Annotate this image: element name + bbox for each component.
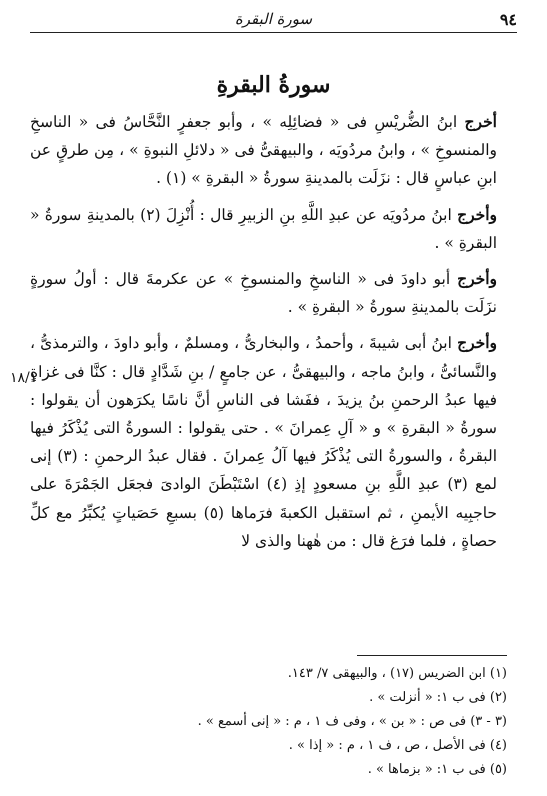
paragraph-lead: وأخرج [457,204,497,224]
paragraph [30,108,497,193]
paragraph-lead: وأخرج [457,333,497,353]
paragraph-text: ابنُ أبى شيبةَ ، وأحمدُ ، والبخارىُّ ، ومسلمٌ ، وأبو داودَ ، والترمذىُّ ، والنَّسائىُّ ، وابنُ ماجه ، والبيهقىُّ ، عن جامعٍ / بنِ شَدَّادٍ قال : كنَّا فى غزاةٍ فيها عبدُ الرحمنِ بنُ يزيدَ ، ففَشا فى الناسِ أنَّ ناسًا يكرَهون أن يقولوا : سورةُ « البقرةِ » و « آلِ عِمرانَ » . حتى يقولوا : السورةُ التى يُذْكَرُ فيها البقرةُ ، والسورةُ التى يُذْكَرُ فيها آلُ عِمرانَ . فقال عبدُ الرحمنِ : (٣) إنى لمع (٣) عبدِ اللَّهِ بنِ مسعودٍ إذِ (٤) اسْتَبْطَنَ الوادىَ فجعَل الجَمْرَةَ على حاجبِيه الأيمنِ ، ثم استقبل الكعبةَ فرَماها (٥) بسبعِ حَصَياتٍ يُكبِّرُ مع كلِّ حصاةٍ ، فلما فرَغ قال : من هٰهنا والذى لا [30,334,498,550]
margin-reference: ١٨/١ [10,370,38,386]
paragraph-text: أبو داودَ فى « الناسخِ والمنسوخِ » عن عكرمةَ قال : أولُ سورةٍ نزَلَت بالمدينةِ سورةُ « البقرةِ » . [30,270,497,317]
chapter-title: سورةُ البقرةِ [216,72,331,98]
footnotes [40,662,507,782]
paragraph [30,201,497,257]
paragraph [30,265,497,321]
paragraph-lead: أخرج [464,112,497,131]
paragraph [30,329,497,555]
running-title: سورة البقرة [234,10,313,28]
paragraph-lead: وأخرج [457,269,497,289]
footnote-divider [357,655,507,656]
footnote: (٢) فى ب ١: « أنزلت » . [369,690,507,705]
paragraph-text: ابنُ مردُويَه عن عبدِ اللَّهِ بنِ الزبيرِ قال : أُنْزِلَ (٢) بالمدينةِ سورةُ « البقرةِ » . [30,205,497,252]
page-header [30,8,517,30]
header-divider [30,32,517,33]
footnote: (٣ - ٣) فى ص : « بن » ، وفى ف ١ ، م : « إنى أسمع » . [197,714,507,729]
footnote: (٤) فى الأصل ، ص ، ف ١ ، م : « إذا » . [288,738,507,753]
footnote: (٥) فى ب ١: « بزماها » . [367,762,507,777]
paragraph-text: ابنُ الضُّريْسِ فى « فضائِلِه » ، وأبو جعفرٍ النَّحَّاسُ فى « الناسخِ والمنسوخِ » ، وابنُ مردُويَه ، والبيهقىُّ فى « دلائلِ النبوةِ » ، مِن طرقٍ عن ابنِ عباسٍ قال : نزَلَت بالمدينةِ سورةُ « البقرةِ » (١) . [30,113,497,188]
body-text [30,108,497,563]
footnote: (١) ابن الضريس (١٧) ، والبيهقى ٧/ ١٤٣. [287,666,507,681]
page-number: ٩٤ [499,9,517,29]
